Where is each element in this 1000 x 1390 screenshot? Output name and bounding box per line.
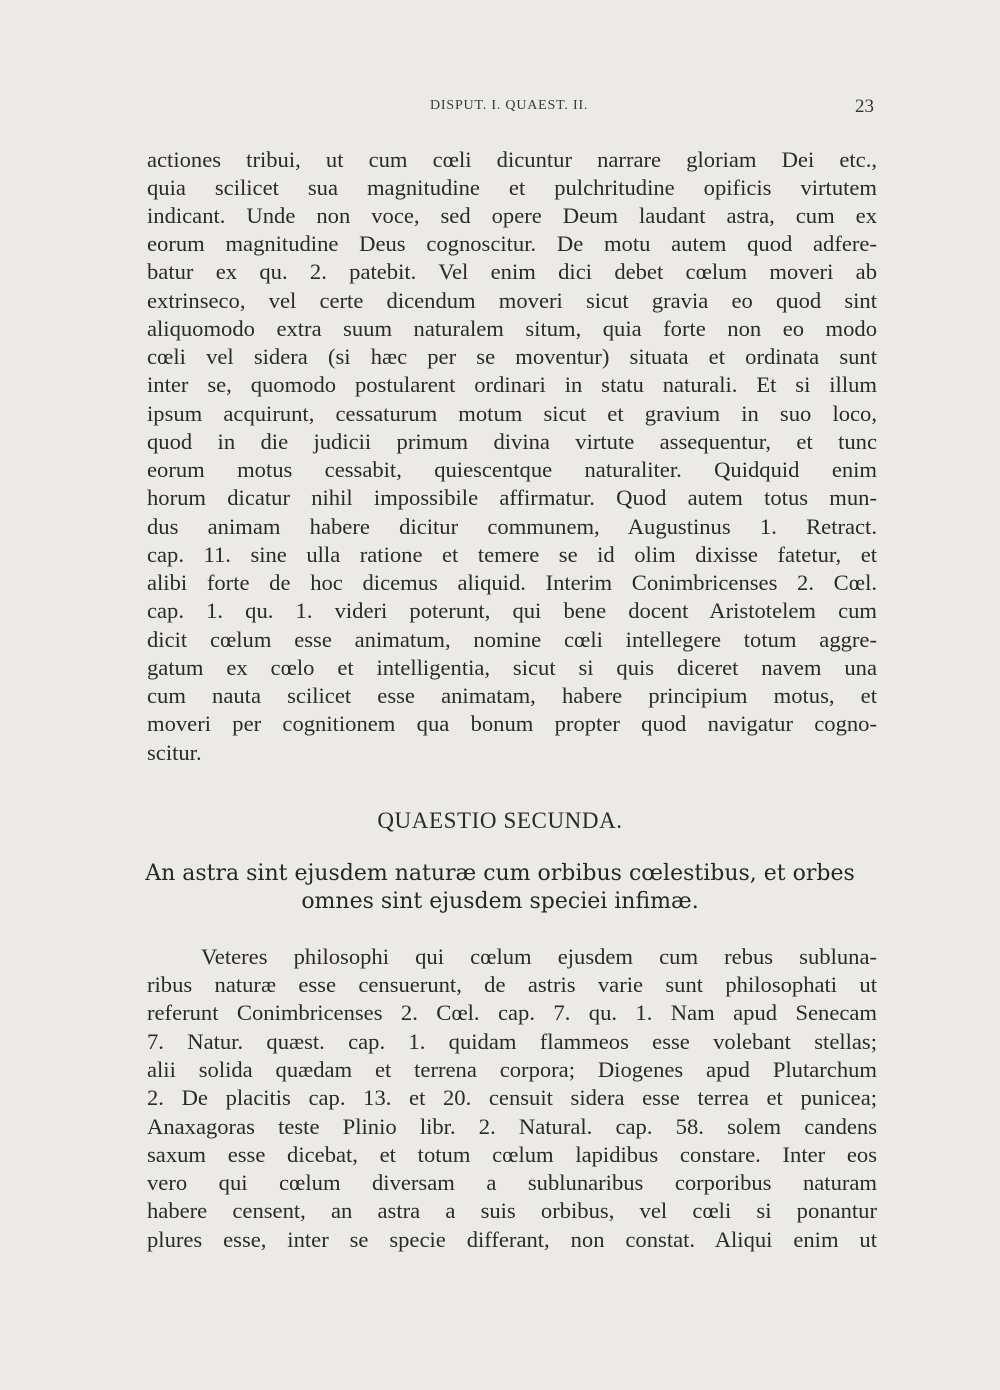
text-line: ipsum acquirunt, cessaturum motum sicut et gravium in suo loco, bbox=[147, 401, 877, 426]
text-line: 7. Natur. quæst. cap. 1. quidam flammeos esse volebant stellas; bbox=[147, 1029, 877, 1054]
text-line: cap. 1. qu. 1. videri poterunt, qui bene docent Aristotelem cum bbox=[147, 598, 877, 623]
text-line: alibi forte de hoc dicemus aliquid. Interim Conimbricenses 2. Cœl. bbox=[147, 570, 877, 595]
text-line: 2. De placitis cap. 13. et 20. censuit sidera esse terrea et punicea; bbox=[147, 1085, 877, 1110]
text-line: ribus naturæ esse censuerunt, de astris varie sunt philosophati ut bbox=[147, 972, 877, 997]
text-line: scitur. bbox=[147, 740, 202, 765]
text-line: habere censent, an astra a suis orbibus, vel cœli si ponantur bbox=[147, 1198, 877, 1223]
text-line: referunt Conimbricenses 2. Cœl. cap. 7. qu. 1. Nam apud Senecam bbox=[147, 1000, 877, 1025]
running-header bbox=[0, 96, 1000, 120]
page-number: 23 bbox=[855, 96, 874, 117]
question-heading: QUAESTIO SECUNDA. bbox=[377, 808, 623, 833]
text-line: cap. 11. sine ulla ratione et temere se id olim dixisse fatetur, et bbox=[147, 542, 877, 567]
text-line: eorum motus cessabit, quiescentque naturaliter. Quidquid enim bbox=[147, 457, 877, 482]
text-line: moveri per cognitionem qua bonum propter quod navigatur cogno- bbox=[147, 711, 877, 736]
text-line: Anaxagoras teste Plinio libr. 2. Natural. cap. 58. solem candens bbox=[147, 1114, 877, 1139]
text-line: dicit cœlum esse animatum, nomine cœli intellegere totum aggre- bbox=[147, 627, 877, 652]
text-line: batur ex qu. 2. patebit. Vel enim dici debet cœlum moveri ab bbox=[147, 259, 877, 284]
text-line: plures esse, inter se specie differant, non constat. Aliqui enim ut bbox=[147, 1227, 877, 1252]
text-line: alii solida quædam et terrena corpora; Diogenes apud Plutarchum bbox=[147, 1057, 877, 1082]
text-line: inter se, quomodo postularent ordinari in statu naturali. Et si illum bbox=[147, 372, 877, 397]
text-line: vero qui cœlum diversam a sublunaribus corporibus naturam bbox=[147, 1170, 877, 1195]
text-line: horum dicatur nihil impossibile affirmatur. Quod autem totus mun- bbox=[147, 485, 877, 510]
text-line: dus animam habere dicitur communem, Augustinus 1. Retract. bbox=[147, 514, 877, 539]
text-line: eorum magnitudine Deus cognoscitur. De motu autem quod adfere- bbox=[147, 231, 877, 256]
text-line: quia scilicet sua magnitudine et pulchritudine opificis virtutem bbox=[147, 175, 877, 200]
text-line: Veteres philosophi qui cœlum ejusdem cum rebus subluna- bbox=[201, 944, 877, 969]
text-line: aliquomodo extra suum naturalem situm, quia forte non eo modo bbox=[147, 316, 877, 341]
text-line: saxum esse dicebat, et totum cœlum lapidibus constare. Inter eos bbox=[147, 1142, 877, 1167]
text-line: cœli vel sidera (si hæc per se moventur) situata et ordinata sunt bbox=[147, 344, 877, 369]
text-line: gatum ex cœlo et intelligentia, sicut si quis diceret navem una bbox=[147, 655, 877, 680]
text-line: cum nauta scilicet esse animatam, habere principium motus, et bbox=[147, 683, 877, 708]
subtitle-line: An astra sint ejusdem naturæ cum orbibus cœlestibus, et orbes bbox=[145, 861, 855, 886]
subtitle-line: omnes sint ejusdem speciei infimæ. bbox=[301, 889, 699, 914]
text-line: indicant. Unde non voce, sed opere Deum laudant astra, cum ex bbox=[147, 203, 877, 228]
running-title: DISPUT. I. QUAEST. II. bbox=[430, 98, 589, 113]
text-line: actiones tribui, ut cum cœli dicuntur narrare gloriam Dei etc., bbox=[147, 147, 877, 172]
text-line: extrinseco, vel certe dicendum moveri sicut gravia eo quod sint bbox=[147, 288, 877, 313]
text-line: quod in die judicii primum divina virtute assequentur, et tunc bbox=[147, 429, 877, 454]
